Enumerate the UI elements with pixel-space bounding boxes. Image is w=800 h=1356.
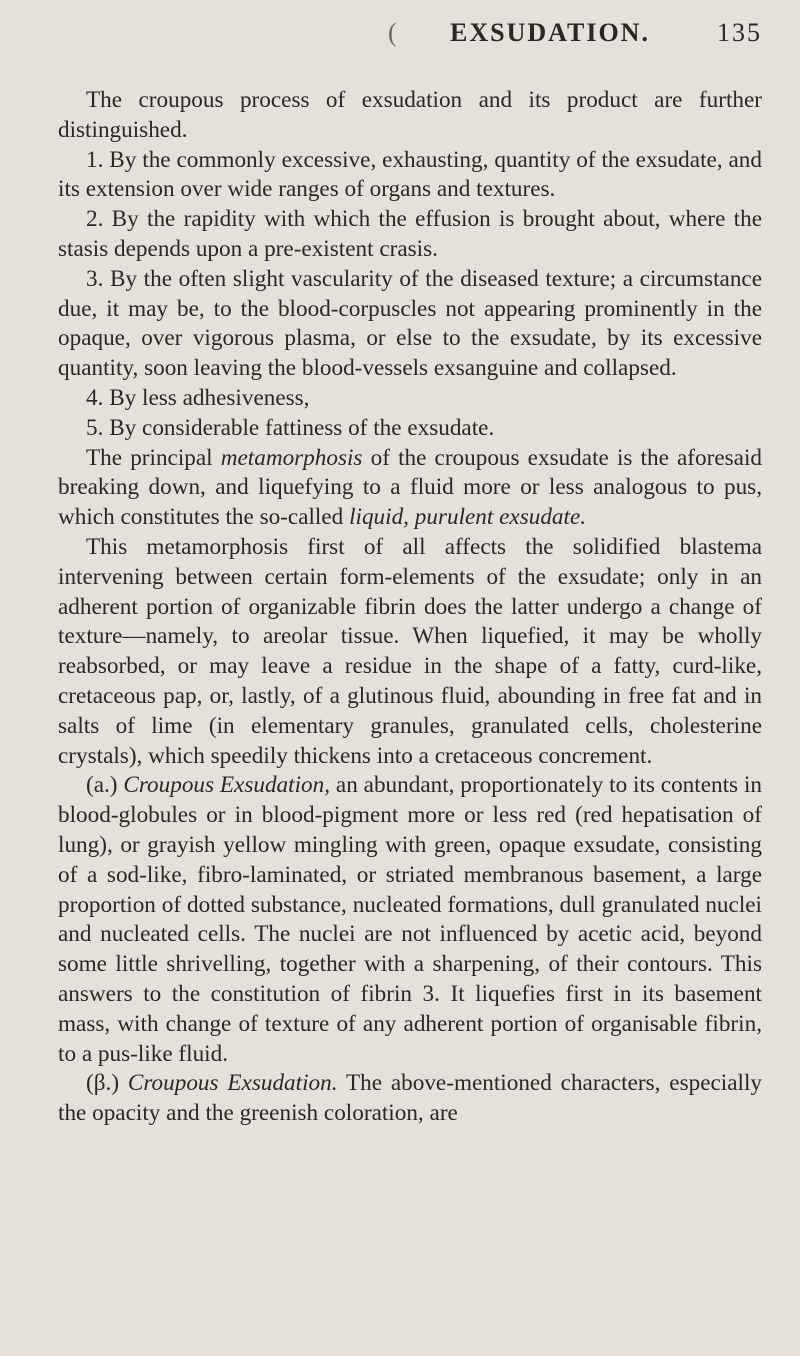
paragraph <box>58 771 762 1069</box>
paragraph <box>58 444 762 533</box>
running-title: EXSUDATION. <box>450 18 650 47</box>
text-run: 1. By the commonly excessive, exhausting, quantity of the exsudate, and its extension over wide ranges of organs and textures. <box>58 146 762 203</box>
text-run: 5. By considerable fattiness of the exsudate. <box>86 414 495 441</box>
text-run: (β.) <box>86 1070 128 1097</box>
paragraph <box>58 1069 762 1129</box>
paragraph <box>58 146 762 206</box>
italic-text: Croupous Exsudation. <box>127 1070 338 1097</box>
italic-text: Croupous Exsudation, <box>123 772 331 799</box>
page-number: 135 <box>717 18 762 47</box>
italic-text: metamorphosis <box>220 444 363 471</box>
italic-text: liquid, purulent exsudate. <box>349 504 587 531</box>
paragraph <box>58 205 762 265</box>
paragraph <box>58 86 762 146</box>
text-run: of the croupous exsudate is the aforesaid breaking down, and liquefying to a fluid more or less analogous to pus, which constitutes the so-called <box>58 444 762 531</box>
text-run: This metamorphosis first of all affects the solidified blastema intervening between certain form-elements of the exsudate; only in an adherent portion of organizable fibrin does the latter undergo a change of texture—namely, to areolar tissue. When liquefied, it may be wholly reabsorbed, or may leave a residue in the shape of a fatty, curd-like, cretaceous pap, or, lastly, of a glutinous fluid, abounding in free fat and in salts of lime (in elementary granules, granulated cells, cholesterine crystals), which speedily thickens into a cretaceous concrement. <box>58 533 762 769</box>
paragraph <box>58 533 762 771</box>
text-run: The above-mentioned characters, especially the opacity and the greenish coloration, are <box>58 1070 762 1127</box>
paragraph <box>58 414 762 444</box>
paragraph <box>58 265 762 384</box>
margin-mark: ( <box>388 18 399 47</box>
text-run: The principal <box>86 444 221 471</box>
text-run: The croupous process of exsudation and its product are further distinguished. <box>58 87 762 143</box>
text-run: 3. By the often slight vascularity of the diseased texture; a circumstance due, it may be, to the blood-corpuscles not appearing prominently in the opaque, over vigorous plasma, or else to the exsudate, by its excessive quantity, soon leaving the blood-vessels exsanguine and collapsed. <box>58 265 762 382</box>
text-run: 4. By less adhesiveness, <box>86 384 310 411</box>
text-run: an abundant, proportionately to its contents in blood-globules or in blood-pigment more or less red (red hepatisation of lung), or grayish yellow mingling with green, opaque exsudate, consisting of a sod-like, fibro-laminated, or striated membranous basement, a large proportion of dotted substance, nucleated formations, dull granulated nuclei and nucleated cells. The nuclei are not influenced by acetic acid, beyond some little shrivelling, together with a sharpening, of their contours. This answers to the constitution of fibrin 3. It liquefies first in its basement mass, with change of texture of any adherent portion of organisable fibrin, to a pus-like fluid. <box>58 772 762 1067</box>
page-header <box>58 18 762 58</box>
paragraph <box>58 384 762 414</box>
text-run: 2. By the rapidity with which the effusion is brought about, where the stasis depends upon a pre-existent crasis. <box>58 206 762 262</box>
text-run: (a.) <box>86 772 124 799</box>
body-text <box>58 86 762 1129</box>
